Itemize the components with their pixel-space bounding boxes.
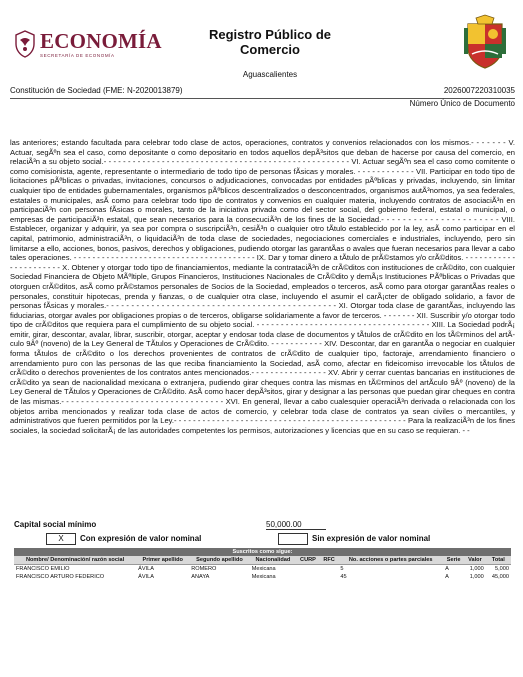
- page-title: [190, 27, 350, 57]
- table-cell: ÁVILA: [138, 574, 155, 580]
- title-line-2: Comercio: [240, 42, 300, 57]
- column-header: Primer apellido: [136, 556, 189, 565]
- with-nominal-checkbox: X: [46, 533, 76, 545]
- table-cell: FRANCISCO ARTURO FEDERICO: [16, 574, 105, 580]
- table-cell: 45: [340, 574, 347, 580]
- document-number-label: Número Único de Documento: [409, 99, 515, 108]
- without-nominal-checkbox: [278, 533, 308, 545]
- table-cell: [296, 565, 320, 574]
- table-cell: [320, 565, 339, 574]
- capital-section: [14, 520, 519, 532]
- column-header: CURP: [296, 556, 320, 565]
- table-cell: FRANCISCO EMILIO: [16, 566, 70, 572]
- table-cell: 1,000: [469, 574, 484, 580]
- city-label: Aguascalientes: [242, 70, 298, 79]
- table-caption: Suscritos como sigue:: [14, 548, 511, 556]
- table-cell: Mexicana: [251, 566, 276, 572]
- table-row: [14, 565, 511, 574]
- shareholders-table: [14, 548, 511, 581]
- column-header: RFC: [320, 556, 339, 565]
- column-header: Nacionalidad: [250, 556, 296, 565]
- without-nominal-label: Sin expresión de valor nominal: [312, 534, 431, 543]
- table-cell: ÁVILA: [138, 566, 155, 572]
- column-header: Segundo apellido: [189, 556, 249, 565]
- title-line-1: Registro Público de: [208, 27, 332, 42]
- economia-shield-icon: [14, 30, 36, 58]
- table-cell: [296, 573, 320, 581]
- column-header: Total: [486, 556, 511, 565]
- table-cell: 45,000: [491, 574, 509, 580]
- column-header: Serie: [443, 556, 464, 565]
- capital-value: 50,000.00: [266, 520, 326, 530]
- column-header: Valor: [464, 556, 486, 565]
- column-header: No. acciones o partes parciales: [338, 556, 443, 565]
- document-header: [0, 0, 523, 88]
- logo-title: ECONOMÍA: [40, 29, 162, 53]
- table-cell: 5: [340, 566, 344, 572]
- capital-label: Capital social mínimo: [14, 520, 97, 529]
- table-cell: 5,000: [495, 566, 509, 572]
- table-cell: Mexicana: [251, 574, 276, 580]
- table-cell: A: [445, 566, 449, 572]
- table-cell: [320, 573, 339, 581]
- logo-subtitle: SECRETARÍA DE ECONOMÍA: [40, 53, 115, 58]
- registration-meta: [10, 86, 515, 99]
- table-cell: A: [445, 574, 449, 580]
- economia-logo: [14, 27, 174, 61]
- coat-of-arms-icon: [462, 14, 508, 70]
- corporate-purpose-text: las anteriores; estando facultada para celebrar todo clase de actos, operaciones, contratos y convenios relacionados con los mismos.- - - - - - - V. Actuar, segÃºn sea el caso, como depositante o como depositario en todos aquellos depÃ³sitos que deban de hacerse por causa del comercio, en relaciÃ³n a su objeto social.- - - - - - - - - - - - - - - - - - - - - - - - - - - - - - - - - - - - - - - - - - - - - - - - - - - VI. Actuar segÃºn sea el caso como comitente o como comisionista, agente, representante o intermediario de todo tipo de personas fÃsicas y morales. - - - - - - - - - - - - VII. Participar en todo tipo de licitaciones pÃºblicas o privadas, invitaciones, concursos o adjudicaciones, convocadas por entidades pÃºblicas y privadas, incluyendo, sin limitar cualquier tipo de entidades gubernamentales, organismos pÃºblicos descentralizados o desconcentrados, organismos autÃ³nomos, ya sea federales, estatales o municipales, asÃ como para celebrar todo tipo de contratos y convenios en cualquier materia, incluyendo contratos de asociaciÃ³n en participaciÃ³n con personas fÃsicas o morales, tanto de la iniciativa privada como del sector social, del gobierno federal, estatal o municipal, o empresas de participaciÃ³n estatal, que sean necesarios para la consecuciÃ³n de los fines de la Sociedad.- - - - - - - - - - - - - - - - - - - - - - VIII. Establecer, organizar y adquirir, ya sea por compra o suscripciÃ³n, cesiÃ³n o cualquier otro tÃtulo establecido por la ley, asÃ como participar en el capital, patrimonio, administraciÃ³n, o liquidaciÃ³n de toda clase de sociedades, negociaciones comerciales e industriales, incluyendo, pero sin limitarse a ello, acciones, bonos, pasivos, derechos y obligaciones, pudiendo otorgar las garantÃas o avales que fueran necesarios para llevar a cabo tales operaciones. - - - - - - - - - - - - - - - - - - - - - - - - - - - - - - - - - - - - - - - IX. Dar y tomar dinero a tÃtulo de prÃ©stamos y/o crÃ©ditos. - - - - - - - - - - - - - - - - - - - - - - X. Obtener y otorgar todo tipo de financiamientos, mediante la contrataciÃ³n de crÃ©ditos con instituciones de crÃ©dito, con cualquier Sociedad Financiera de Objeto MÃºltiple, Grupos Financieros, Instituciones Nacionales de CrÃ©dito y demÃ¡s Instituciones PÃºblicas o Privadas que otorguen crÃ©ditos, asÃ como prÃ©stamos personales de Socios de la Sociedad, empleados o terceros, asÃ como para otorgar garantÃas reales o personales, constituir hipotecas, prenda y fianzas, o de cualquier otra clase, incluyendo el asumir el carÃ¡cter de obligado solidario, a favor de personas fÃsicas y morales.- - - - - - - - - - - - - - - - - - - - - - - - - - - - - - - - - - - - - - - - - - - - - - XI. Otorgar toda clase de garantÃas, incluyendo las fiduciarias, otorgar avales por obligaciones propias o de terceros, obligarse solidariamente a favor de terceros. - - - - - - - XII. Suscribir y/o otorgar todo tipo de crÃ©ditos que requiera para el cumplimiento de su objeto social. - - - - - - - - - - - - - - - - - - - - - - - - - - - - - - - - - - - - XIII. La Sociedad podrÃ¡ emitir, girar, descontar, avalar, librar, suscribir, otorgar, aceptar y endosar toda clase de documentos y tÃtulos de crÃ©dito en los tÃ©rminos del artÃculo 9Âº (noveno) de la Ley General de TÃtulos y Operaciones de CrÃ©dito. - - - - - - - - - - - XIV. Descontar, dar en garantÃa o negociar en cualquier forma tÃtulos de crÃ©dito o los derechos provenientes de contratos de crÃ©dito de cualquier tipo, factoraje, arrendamiento financiero o arrendamiento puro con las personas de las que reciba financiamiento la Sociedad, asÃ como, afectar en fideicomiso irrevocable los tÃtulos de crÃ©dito o derechos provenientes de los contratos antes mencionados.- - - - - - - - - - - - - - - - XV. Abrir y cerrar cuentas bancarias en instituciones de crÃ©dito ya sean de nacionalidad mexicana o extranjera, pudiendo girar cheques contra las mismas en tÃ©rminos del artÃculo 9Âº (noveno) de la Ley General de TÃtulos y Operaciones de CrÃ©dito. AsÃ como hacer depÃ³sitos, girar y designar a las personas que puedan girar cheques en contra de las mismas.- - - - - - - - - - - - - - - - - - - - - - - - - - - - - - - - - XVI. En general, llevar a cabo cualesquier operaciÃ³n derivada o relacionada con los objetos arriba mencionados y realizar toda clase de actos de comercio, y celebrar toda clase de contratos ya sean civiles o mercantiles, y administrativos que fueren permitidos por la Ley.- - - - - - - - - - - - - - - - - - - - - - - - - - - - - - - - - - - - - - - - - - - - - - - - - Para la realizaciÃ³n de los fines sociales, la sociedad solicitarÃ¡ de las autoridades competentes los permisos, autorizaciones y licencias que en su caso se requieran. - -: [10, 138, 515, 435]
- table-cell: ROMERO: [191, 566, 217, 572]
- nominal-value-options: [14, 533, 519, 545]
- table-cell: 1,000: [469, 566, 484, 572]
- table-row: [14, 573, 511, 581]
- act-type: Constitución de Sociedad (FME: N-2020013879): [10, 86, 183, 95]
- table-cell: ANAYA: [191, 574, 210, 580]
- column-header: Nombre/ Denominación/ razón social: [14, 556, 136, 565]
- document-number: 2026007220310035: [443, 86, 515, 95]
- with-nominal-label: Con expresión de valor nominal: [80, 534, 202, 543]
